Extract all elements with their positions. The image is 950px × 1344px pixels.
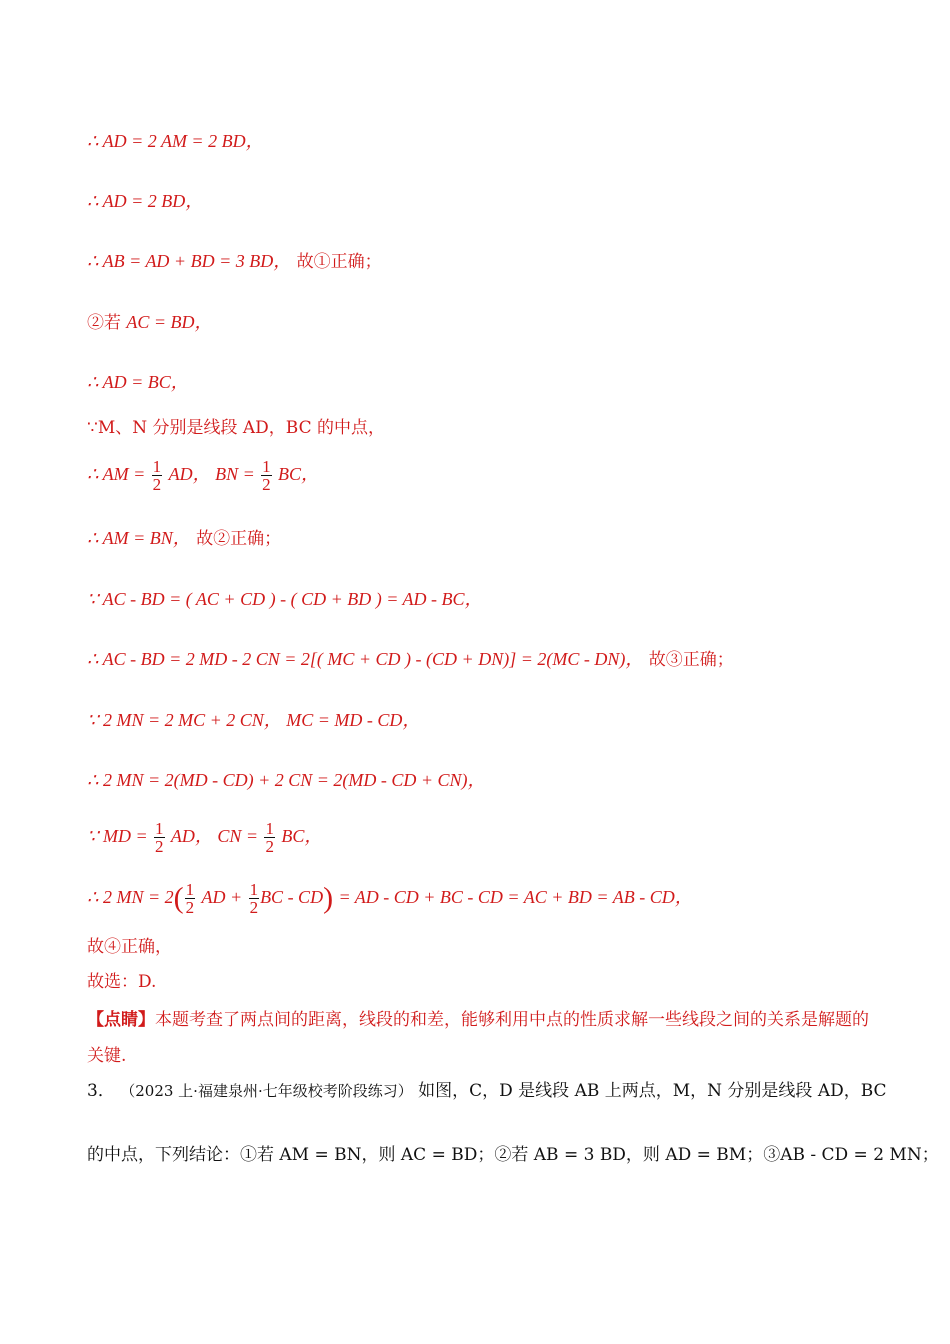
line-5 — [87, 371, 189, 394]
line-13 — [87, 818, 322, 855]
line-8 — [87, 527, 281, 550]
statement: 故④正确， — [87, 937, 172, 957]
formula-mid: AD + — [201, 887, 243, 907]
question-number: 3． — [87, 1081, 115, 1101]
question-source: （2023 上·福建泉州·七年级校考阶段练习） — [120, 1082, 413, 1100]
comment-text: 关键. — [87, 1046, 127, 1066]
denominator: 2 — [249, 898, 259, 917]
formula: ∴ AD = 2 AM = 2 BD， — [87, 131, 264, 151]
numerator: 1 — [249, 880, 259, 899]
formula-mid: AD， CN = — [170, 826, 259, 846]
fraction — [185, 881, 196, 916]
numerator: 1 — [152, 457, 162, 476]
formula-post: BC - CD — [260, 887, 324, 907]
denominator: 2 — [152, 475, 162, 494]
conclusion-note: 故①正确； — [296, 252, 382, 272]
formula-pre: ∴ 2 MN = 2 — [87, 887, 174, 907]
line-15 — [87, 936, 172, 958]
denominator: 2 — [185, 898, 195, 917]
line-1 — [87, 130, 264, 153]
numerator: 1 — [185, 880, 195, 899]
formula-pre: ∴ AM = — [87, 464, 146, 484]
answer: 故选：D. — [87, 972, 157, 992]
formula-post: BC， — [281, 826, 323, 846]
line-3 — [87, 250, 382, 273]
line-12 — [87, 769, 486, 792]
conclusion-note: 故②正确； — [196, 529, 282, 549]
line-10 — [87, 648, 734, 671]
formula-mid: AD， BN = — [168, 464, 255, 484]
question-text: 如图，C，D 是线段 AB 上两点，M，N 分别是线段 AD，BC — [418, 1081, 887, 1101]
denominator: 2 — [265, 837, 274, 856]
conclusion-note: 故③正确； — [648, 650, 734, 670]
line-11 — [87, 709, 420, 732]
line-4 — [87, 311, 213, 334]
line-7 — [87, 456, 319, 493]
numerator: 1 — [262, 457, 271, 476]
denominator: 2 — [262, 475, 271, 494]
formula: ∵ AC - BD = ( AC + CD ) - ( CD + BD ) = AD - BC， — [87, 589, 483, 609]
comment-text: 本题考查了两点间的距离，线段的和差，能够利用中点的性质求解一些线段之间的关系是解题的 — [155, 1010, 869, 1030]
formula: ∴ 2 MN = 2(MD - CD) + 2 CN = 2(MD - CD + CN)， — [87, 770, 486, 790]
question-3-line-1 — [87, 1080, 887, 1102]
comment-tag: 【点睛】 — [87, 1010, 155, 1030]
fraction — [249, 881, 260, 916]
formula: ∴ AC - BD = 2 MD - 2 CN = 2[( MC + CD ) - (CD + DN)] = 2(MC - DN)， — [87, 649, 644, 669]
formula-post: BC， — [278, 464, 320, 484]
line-6 — [87, 417, 385, 439]
numerator: 1 — [155, 819, 164, 838]
line-2 — [87, 190, 203, 213]
line-14 — [87, 878, 693, 917]
question-text: 的中点，下列结论：①若 AM = BN，则 AC = BD；②若 AB = 3 BD，则 AD = BM；③AB - CD = 2 MN； — [87, 1145, 939, 1165]
formula: AC = BD， — [126, 312, 213, 332]
formula: ∴ AM = BN， — [87, 528, 191, 548]
case-prefix: ②若 — [87, 313, 121, 333]
fraction — [261, 458, 272, 493]
formula-pre: ∵ MD = — [87, 826, 148, 846]
formula: ∵ 2 MN = 2 MC + 2 CN， MC = MD - CD， — [87, 710, 421, 730]
formula: ∴ AB = AD + BD = 3 BD， — [87, 251, 292, 271]
fraction — [154, 820, 165, 855]
right-paren: ) — [323, 881, 334, 915]
formula: ∴ AD = BC， — [87, 372, 189, 392]
numerator: 1 — [265, 819, 274, 838]
statement: ∵M、N 分别是线段 AD，BC 的中点， — [87, 418, 386, 438]
question-3-line-2 — [87, 1144, 939, 1166]
line-9 — [87, 588, 483, 611]
line-18 — [87, 1045, 126, 1067]
line-17 — [87, 1009, 869, 1031]
denominator: 2 — [155, 837, 164, 856]
left-paren: ( — [173, 881, 184, 915]
formula: ∴ AD = 2 BD， — [87, 191, 204, 211]
line-16 — [87, 971, 156, 993]
fraction — [152, 458, 163, 493]
fraction — [264, 820, 275, 855]
formula-tail: = AD - CD + BC - CD = AC + BD = AB - CD， — [338, 887, 693, 907]
